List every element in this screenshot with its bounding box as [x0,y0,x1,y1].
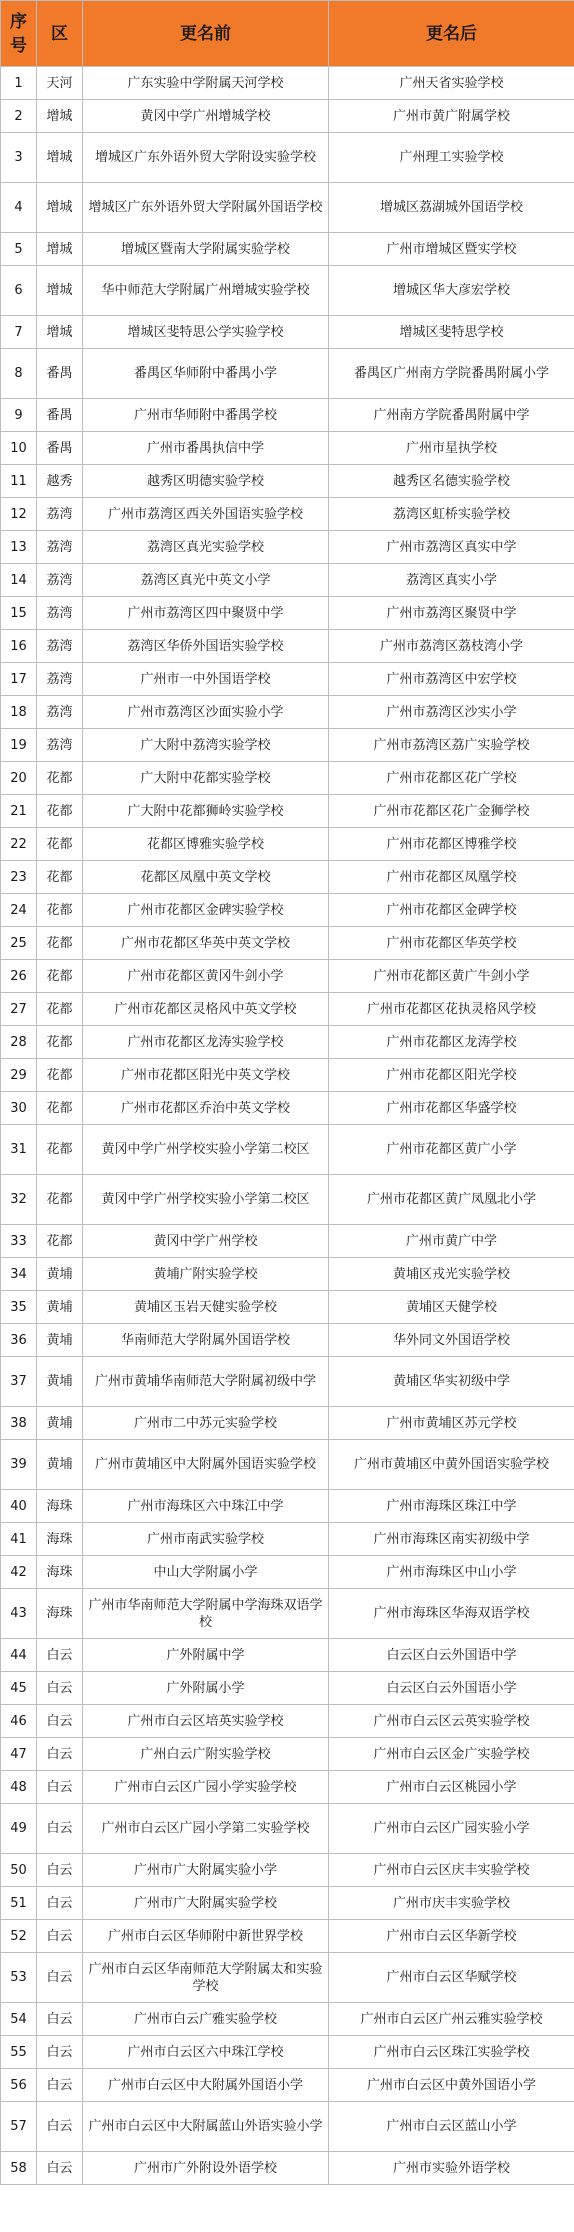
cell-district: 白云 [37,2003,83,2036]
cell-old-name: 广州市白云广雅实验学校 [83,2003,329,2036]
header-old-name: 更名前 [83,1,329,67]
cell-index: 23 [1,861,37,894]
cell-old-name: 增城区暨南大学附属实验学校 [83,233,329,266]
cell-old-name: 增城区斐特思公学实验学校 [83,316,329,349]
cell-district: 荔湾 [37,696,83,729]
cell-new-name: 广州天省实验学校 [329,67,574,100]
cell-old-name: 广州市花都区龙涛实验学校 [83,1026,329,1059]
cell-new-name: 广州市荔湾区荔枝湾小学 [329,630,574,663]
cell-new-name: 广州市白云区蓝山小学 [329,2102,574,2152]
table-row [1,1026,574,1059]
cell-district: 白云 [37,1771,83,1804]
cell-old-name: 花都区博雅实验学校 [83,828,329,861]
header-row [1,1,574,67]
cell-old-name: 黄埔区玉岩天健实验学校 [83,1291,329,1324]
cell-district: 增城 [37,183,83,233]
table-row [1,316,574,349]
cell-old-name: 广州市广外附设外语学校 [83,2152,329,2185]
cell-new-name: 番禺区广州南方学院番禺附属小学 [329,349,574,399]
cell-new-name: 广州市荔湾区聚贤中学 [329,597,574,630]
table-row [1,1291,574,1324]
cell-new-name: 广州市花都区黄广小学 [329,1125,574,1175]
cell-district: 花都 [37,927,83,960]
cell-old-name: 黄冈中学广州学校 [83,1225,329,1258]
table-row [1,1324,574,1357]
cell-old-name: 广州市白云区六中珠江学校 [83,2036,329,2069]
cell-index: 16 [1,630,37,663]
cell-old-name: 广州市白云区华南师范大学附属太和实验学校 [83,1953,329,2003]
cell-index: 50 [1,1854,37,1887]
cell-old-name: 黄冈中学广州增城学校 [83,100,329,133]
cell-district: 白云 [37,2152,83,2185]
table-row [1,1920,574,1953]
cell-index: 20 [1,762,37,795]
cell-district: 黄埔 [37,1440,83,1490]
cell-district: 花都 [37,993,83,1026]
cell-district: 增城 [37,100,83,133]
cell-district: 荔湾 [37,498,83,531]
cell-index: 58 [1,2152,37,2185]
cell-district: 白云 [37,2036,83,2069]
cell-district: 黄埔 [37,1258,83,1291]
cell-old-name: 越秀区明德实验学校 [83,465,329,498]
cell-new-name: 黄埔区戎光实验学校 [329,1258,574,1291]
cell-district: 白云 [37,1804,83,1854]
table-row [1,1854,574,1887]
cell-district: 黄埔 [37,1324,83,1357]
cell-index: 8 [1,349,37,399]
cell-old-name: 荔湾区华侨外国语实验学校 [83,630,329,663]
cell-index: 45 [1,1672,37,1705]
table-row [1,828,574,861]
cell-index: 18 [1,696,37,729]
cell-index: 34 [1,1258,37,1291]
cell-index: 57 [1,2102,37,2152]
cell-district: 荔湾 [37,630,83,663]
cell-old-name: 黄埔广附实验学校 [83,1258,329,1291]
cell-index: 29 [1,1059,37,1092]
table-row [1,1672,574,1705]
table-row [1,696,574,729]
table-row [1,1556,574,1589]
table-row [1,1092,574,1125]
cell-district: 荔湾 [37,564,83,597]
cell-new-name: 广州市白云区桃园小学 [329,1771,574,1804]
cell-new-name: 广州市花都区博雅学校 [329,828,574,861]
cell-index: 24 [1,894,37,927]
table-row [1,1490,574,1523]
cell-old-name: 广州市白云区培英实验学校 [83,1705,329,1738]
cell-index: 51 [1,1887,37,1920]
cell-new-name: 广州市白云区广州云雅实验学校 [329,2003,574,2036]
cell-new-name: 越秀区名德实验学校 [329,465,574,498]
table-row [1,1059,574,1092]
cell-new-name: 广州市海珠区南实初级中学 [329,1523,574,1556]
cell-index: 38 [1,1407,37,1440]
cell-district: 番禺 [37,349,83,399]
cell-district: 花都 [37,861,83,894]
cell-index: 25 [1,927,37,960]
cell-old-name: 广州市番禺执信中学 [83,432,329,465]
cell-new-name: 黄埔区天健学校 [329,1291,574,1324]
table-row [1,1523,574,1556]
cell-district: 花都 [37,1092,83,1125]
cell-old-name: 广外附属中学 [83,1639,329,1672]
cell-district: 花都 [37,1059,83,1092]
cell-old-name: 广州市花都区乔治中英文学校 [83,1092,329,1125]
table-row [1,1407,574,1440]
cell-index: 41 [1,1523,37,1556]
header-new-name: 更名后 [329,1,574,67]
cell-district: 白云 [37,1639,83,1672]
cell-index: 22 [1,828,37,861]
cell-new-name: 广州市星执学校 [329,432,574,465]
cell-index: 48 [1,1771,37,1804]
cell-district: 黄埔 [37,1407,83,1440]
cell-new-name: 广州市荔湾区真实中学 [329,531,574,564]
cell-index: 39 [1,1440,37,1490]
cell-new-name: 广州市花都区黄广牛剑小学 [329,960,574,993]
cell-district: 白云 [37,1738,83,1771]
table-row [1,1440,574,1490]
cell-new-name: 荔湾区真实小学 [329,564,574,597]
cell-index: 43 [1,1589,37,1639]
cell-old-name: 广州白云广附实验学校 [83,1738,329,1771]
cell-old-name: 广州市一中外国语学校 [83,663,329,696]
cell-new-name: 广州市荔湾区沙实小学 [329,696,574,729]
cell-index: 47 [1,1738,37,1771]
cell-old-name: 广州市白云区广园小学实验学校 [83,1771,329,1804]
cell-district: 白云 [37,1887,83,1920]
table-header [1,1,574,67]
cell-new-name: 增城区荔湖城外国语学校 [329,183,574,233]
cell-new-name: 广州市花都区凤凰学校 [329,861,574,894]
cell-index: 54 [1,2003,37,2036]
cell-district: 白云 [37,1705,83,1738]
cell-new-name: 广州市花都区黄广凤凰北小学 [329,1175,574,1225]
cell-index: 44 [1,1639,37,1672]
cell-district: 番禺 [37,432,83,465]
cell-old-name: 广州市白云区中大附属外国语小学 [83,2069,329,2102]
cell-old-name: 广州市白云区中大附属蓝山外语实验小学 [83,2102,329,2152]
cell-new-name: 广州市白云区中黄外国语小学 [329,2069,574,2102]
cell-index: 55 [1,2036,37,2069]
cell-district: 荔湾 [37,531,83,564]
cell-new-name: 荔湾区虹桥实验学校 [329,498,574,531]
cell-new-name: 广州市花都区金碑学校 [329,894,574,927]
cell-new-name: 广州市增城区暨实学校 [329,233,574,266]
table-row [1,663,574,696]
cell-old-name: 广州市荔湾区四中聚贤中学 [83,597,329,630]
cell-new-name: 广州市黄广附属学校 [329,100,574,133]
cell-district: 海珠 [37,1523,83,1556]
cell-district: 白云 [37,1854,83,1887]
cell-new-name: 广州市实验外语学校 [329,2152,574,2185]
cell-district: 番禺 [37,399,83,432]
cell-old-name: 广州市花都区灵格风中英文学校 [83,993,329,1026]
table-row [1,564,574,597]
cell-old-name: 广大附中花都实验学校 [83,762,329,795]
table-row [1,861,574,894]
cell-old-name: 广州市华南师范大学附属中学海珠双语学校 [83,1589,329,1639]
cell-index: 1 [1,67,37,100]
table-row [1,1125,574,1175]
cell-index: 42 [1,1556,37,1589]
table-row [1,1738,574,1771]
cell-index: 13 [1,531,37,564]
cell-index: 27 [1,993,37,1026]
cell-new-name: 广州市花都区阳光学校 [329,1059,574,1092]
cell-new-name: 增城区华大彦宏学校 [329,266,574,316]
cell-district: 增城 [37,266,83,316]
table-row [1,399,574,432]
cell-index: 6 [1,266,37,316]
cell-district: 花都 [37,960,83,993]
table-row [1,266,574,316]
cell-old-name: 增城区广东外语外贸大学附设实验学校 [83,133,329,183]
cell-new-name: 白云区白云外国语小学 [329,1672,574,1705]
cell-new-name: 广州市白云区华赋学校 [329,1953,574,2003]
cell-new-name: 广州市庆丰实验学校 [329,1887,574,1920]
table-row [1,67,574,100]
cell-index: 26 [1,960,37,993]
table-row [1,2102,574,2152]
cell-district: 荔湾 [37,597,83,630]
cell-index: 28 [1,1026,37,1059]
cell-old-name: 荔湾区真光中英文小学 [83,564,329,597]
table-row [1,894,574,927]
cell-district: 天河 [37,67,83,100]
cell-old-name: 广州市海珠区六中珠江中学 [83,1490,329,1523]
cell-old-name: 番禺区华师附中番禺小学 [83,349,329,399]
cell-index: 35 [1,1291,37,1324]
cell-new-name: 广州市白云区广园实验小学 [329,1804,574,1854]
cell-district: 海珠 [37,1589,83,1639]
cell-index: 14 [1,564,37,597]
cell-index: 7 [1,316,37,349]
cell-old-name: 广州市花都区黄冈牛剑小学 [83,960,329,993]
table-row [1,100,574,133]
cell-district: 花都 [37,894,83,927]
cell-old-name: 广州市白云区华师附中新世界学校 [83,1920,329,1953]
table-row [1,1804,574,1854]
cell-old-name: 广州市二中苏元实验学校 [83,1407,329,1440]
cell-district: 越秀 [37,465,83,498]
cell-index: 15 [1,597,37,630]
cell-index: 2 [1,100,37,133]
cell-index: 12 [1,498,37,531]
cell-new-name: 广州市海珠区珠江中学 [329,1490,574,1523]
cell-index: 30 [1,1092,37,1125]
header-district: 区 [37,1,83,67]
cell-index: 4 [1,183,37,233]
cell-new-name: 广州市花都区花广金狮学校 [329,795,574,828]
cell-district: 白云 [37,2102,83,2152]
cell-index: 32 [1,1175,37,1225]
table-row [1,133,574,183]
table-row [1,498,574,531]
cell-index: 31 [1,1125,37,1175]
cell-index: 19 [1,729,37,762]
cell-old-name: 广大附中荔湾实验学校 [83,729,329,762]
cell-new-name: 广州市荔湾区荔广实验学校 [329,729,574,762]
table-row [1,927,574,960]
table-row [1,1589,574,1639]
cell-new-name: 广州市黄埔区苏元学校 [329,1407,574,1440]
cell-district: 黄埔 [37,1291,83,1324]
header-index: 序号 [1,1,37,67]
cell-new-name: 广州市荔湾区中宏学校 [329,663,574,696]
table-row [1,1953,574,2003]
table-row [1,1225,574,1258]
cell-district: 白云 [37,1953,83,2003]
cell-old-name: 广东实验中学附属天河学校 [83,67,329,100]
cell-district: 花都 [37,795,83,828]
cell-new-name: 广州市白云区庆丰实验学校 [329,1854,574,1887]
cell-new-name: 白云区白云外国语中学 [329,1639,574,1672]
cell-old-name: 花都区凤凰中英文学校 [83,861,329,894]
cell-index: 46 [1,1705,37,1738]
table-row [1,960,574,993]
cell-old-name: 广州市黄埔华南师范大学附属初级中学 [83,1357,329,1407]
cell-old-name: 广州市广大附属实验小学 [83,1854,329,1887]
cell-index: 56 [1,2069,37,2102]
cell-district: 花都 [37,1175,83,1225]
cell-district: 白云 [37,1672,83,1705]
cell-index: 21 [1,795,37,828]
cell-new-name: 广州市花都区花执灵格风学校 [329,993,574,1026]
cell-old-name: 荔湾区真光实验学校 [83,531,329,564]
table-row [1,1887,574,1920]
cell-district: 花都 [37,762,83,795]
table-row [1,1639,574,1672]
cell-index: 33 [1,1225,37,1258]
cell-district: 花都 [37,1026,83,1059]
cell-old-name: 中山大学附属小学 [83,1556,329,1589]
table-row [1,993,574,1026]
cell-index: 17 [1,663,37,696]
cell-new-name: 广州市白云区珠江实验学校 [329,2036,574,2069]
table-row [1,349,574,399]
cell-index: 40 [1,1490,37,1523]
cell-index: 49 [1,1804,37,1854]
table-row [1,432,574,465]
table-row [1,1357,574,1407]
cell-new-name: 广州市花都区花广学校 [329,762,574,795]
cell-old-name: 广州市荔湾区西关外国语实验学校 [83,498,329,531]
cell-old-name: 华南师范大学附属外国语学校 [83,1324,329,1357]
cell-old-name: 广州市广大附属实验学校 [83,1887,329,1920]
cell-index: 11 [1,465,37,498]
table-row [1,1771,574,1804]
cell-old-name: 广大附中花都狮岭实验学校 [83,795,329,828]
cell-old-name: 华中师范大学附属广州增城实验学校 [83,266,329,316]
table-row [1,2003,574,2036]
cell-old-name: 增城区广东外语外贸大学附属外国语学校 [83,183,329,233]
cell-district: 荔湾 [37,663,83,696]
cell-district: 增城 [37,233,83,266]
cell-old-name: 广州市花都区阳光中英文学校 [83,1059,329,1092]
cell-index: 37 [1,1357,37,1407]
table-row [1,795,574,828]
cell-old-name: 广州市花都区华英中英文学校 [83,927,329,960]
cell-district: 荔湾 [37,729,83,762]
cell-new-name: 广州市白云区金广实验学校 [329,1738,574,1771]
table-row [1,2036,574,2069]
table-row [1,2069,574,2102]
table-row [1,729,574,762]
cell-new-name: 增城区斐特思学校 [329,316,574,349]
cell-new-name: 广州市花都区龙涛学校 [329,1026,574,1059]
cell-new-name: 广州市黄广中学 [329,1225,574,1258]
cell-old-name: 广州市南武实验学校 [83,1523,329,1556]
cell-old-name: 广州市白云区广园小学第二实验学校 [83,1804,329,1854]
cell-district: 海珠 [37,1556,83,1589]
cell-new-name: 广州南方学院番禺附属中学 [329,399,574,432]
table-row [1,2152,574,2185]
cell-district: 白云 [37,1920,83,1953]
cell-new-name: 华外同文外国语学校 [329,1324,574,1357]
cell-old-name: 广州市荔湾区沙面实验小学 [83,696,329,729]
table-row [1,465,574,498]
table-row [1,597,574,630]
cell-old-name: 广外附属小学 [83,1672,329,1705]
cell-index: 9 [1,399,37,432]
cell-new-name: 广州市花都区华盛学校 [329,1092,574,1125]
cell-new-name: 广州市海珠区中山小学 [329,1556,574,1589]
table-row [1,1175,574,1225]
cell-district: 增城 [37,316,83,349]
table-row [1,630,574,663]
cell-index: 5 [1,233,37,266]
cell-new-name: 广州市花都区华英学校 [329,927,574,960]
cell-district: 白云 [37,2069,83,2102]
cell-old-name: 广州市花都区金碑实验学校 [83,894,329,927]
cell-index: 52 [1,1920,37,1953]
cell-district: 花都 [37,828,83,861]
cell-new-name: 广州市白云区华新学校 [329,1920,574,1953]
cell-index: 3 [1,133,37,183]
cell-new-name: 广州理工实验学校 [329,133,574,183]
cell-district: 花都 [37,1225,83,1258]
table-row [1,183,574,233]
table-row [1,762,574,795]
table-body [1,67,574,2185]
cell-old-name: 广州市黄埔区中大附属外国语实验学校 [83,1440,329,1490]
cell-old-name: 黄冈中学广州学校实验小学第二校区 [83,1125,329,1175]
cell-old-name: 黄冈中学广州学校实验小学第二校区 [83,1175,329,1225]
cell-index: 36 [1,1324,37,1357]
table-row [1,233,574,266]
table-row [1,1258,574,1291]
cell-index: 53 [1,1953,37,2003]
cell-index: 10 [1,432,37,465]
cell-new-name: 广州市黄埔区中黄外国语实验学校 [329,1440,574,1490]
table-row [1,1705,574,1738]
cell-district: 花都 [37,1125,83,1175]
cell-district: 增城 [37,133,83,183]
cell-old-name: 广州市华师附中番禺学校 [83,399,329,432]
cell-district: 海珠 [37,1490,83,1523]
cell-new-name: 广州市白云区云英实验学校 [329,1705,574,1738]
table-row [1,531,574,564]
cell-new-name: 广州市海珠区华海双语学校 [329,1589,574,1639]
cell-new-name: 黄埔区华实初级中学 [329,1357,574,1407]
cell-district: 黄埔 [37,1357,83,1407]
